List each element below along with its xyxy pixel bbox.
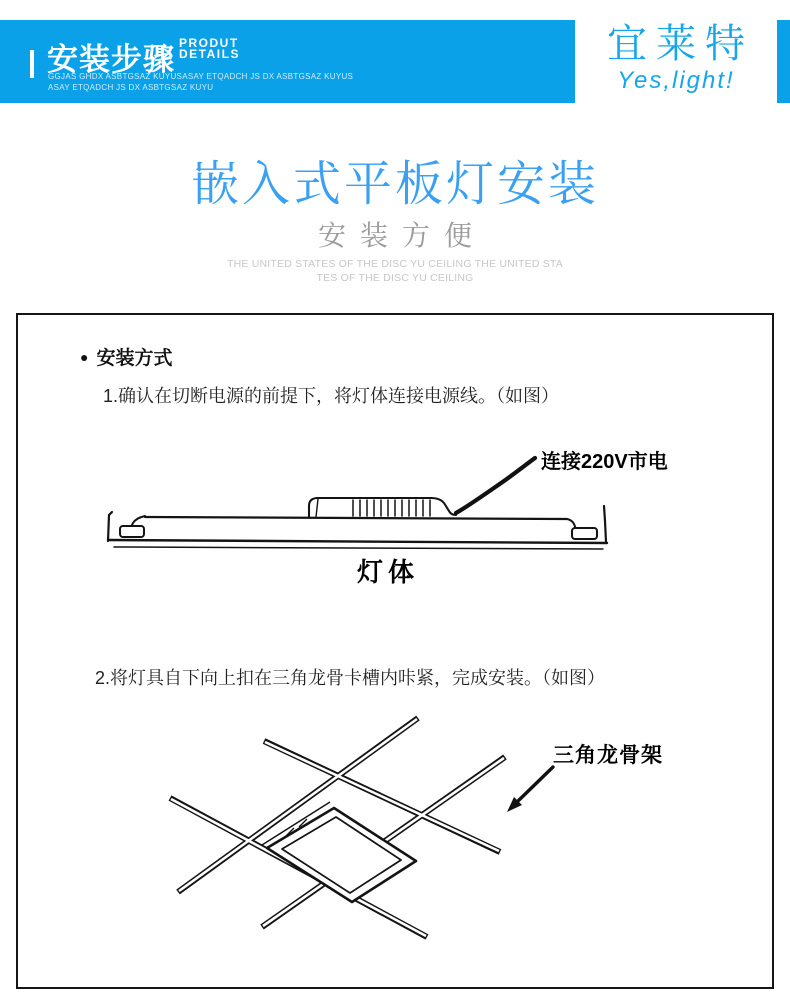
header-fineprint <box>48 71 353 93</box>
hero-caption <box>0 257 790 285</box>
brand-name: 宜莱特 <box>607 22 754 66</box>
arrow-icon <box>507 767 553 812</box>
step-1-text: 1.确认在切断电源的前提下，将灯体连接电源线。（如图） <box>103 386 560 406</box>
brand-slogan: Yes,light! <box>617 67 735 94</box>
body-label: 灯体 <box>357 557 420 587</box>
step-2-text: 2.将灯具自下向上扣在三角龙骨卡槽内咔紧，完成安装。（如图） <box>95 668 606 688</box>
header-fineprint-line2: ASAY ETQADCH JS DX ASBTGSAZ KUYU <box>48 83 214 92</box>
section-title: 安装方式 <box>96 348 173 369</box>
bullet-icon: ● <box>80 349 89 365</box>
header-fineprint-line1: GGJAS GHDX ASBTGSAZ KUYUSASAY ETQADCH JS DX ASBTGSAZ KUYUS <box>48 72 354 81</box>
header-accent-bar <box>30 50 34 78</box>
instruction-box <box>16 313 774 989</box>
section-heading <box>80 343 172 370</box>
grid-label: 三角龙骨架 <box>553 744 663 767</box>
panel-body-outline <box>108 506 607 549</box>
header-right-block <box>777 20 790 103</box>
driver-box <box>309 498 456 517</box>
header-subtitle-en-line2: DETAILS <box>179 47 240 61</box>
hero-caption-line2: TES OF THE DISC YU CEILING <box>316 272 474 284</box>
hero-caption-line1: THE UNITED STATES OF THE DISC YU CEILING THE UNITED STA <box>227 258 563 270</box>
power-wire <box>456 458 535 513</box>
hero-title: 嵌入式平板灯安装 <box>190 158 599 211</box>
wire-label: 连接220V市电 <box>541 451 668 473</box>
hero-subtitle: 安装方便 <box>317 220 486 251</box>
header-subtitle-en <box>179 38 240 60</box>
header-title: 安装步骤 <box>47 42 175 77</box>
brand-area <box>575 20 777 103</box>
header-subtitle-en-line1: PRODUT <box>179 36 239 50</box>
